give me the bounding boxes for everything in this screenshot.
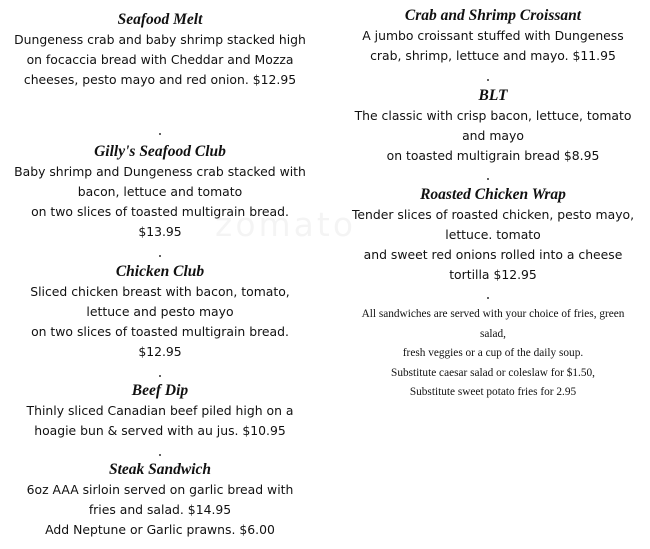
menu-item-desc-line: Add Neptune or Garlic prawns. $6.00 bbox=[45, 522, 275, 537]
separator-dot bbox=[487, 297, 489, 299]
menu-item-title: Beef Dip bbox=[131, 382, 189, 399]
menu-item-desc-line: and sweet red onions rolled into a cheese bbox=[363, 247, 623, 262]
menu-item-title: BLT bbox=[478, 87, 508, 104]
menu-item-desc-line: on focaccia bread with Cheddar and Mozza bbox=[26, 52, 294, 67]
menu-item-gillys-seafood-club bbox=[0, 142, 320, 242]
separator-dot bbox=[159, 255, 161, 257]
separator-dot bbox=[159, 133, 161, 135]
menu-item-desc-line: cheeses, pesto mayo and red onion. $12.95 bbox=[23, 72, 297, 87]
note-line: fresh veggies or a cup of the daily soup. bbox=[402, 347, 584, 359]
menu-item-desc-line: and mayo bbox=[462, 128, 524, 143]
menu-item-title: Roasted Chicken Wrap bbox=[420, 186, 566, 203]
menu-item-desc-line: fries and salad. $14.95 bbox=[88, 502, 232, 517]
menu-item-desc-line: $12.95 bbox=[138, 344, 182, 359]
menu-item-desc-line: lettuce. tomato bbox=[445, 227, 541, 242]
menu-item-desc-line: crab, shrimp, lettuce and mayo. $11.95 bbox=[370, 48, 616, 63]
menu-item-desc-line: Thinly sliced Canadian beef piled high on a bbox=[26, 403, 294, 418]
sandwich-sides-note bbox=[338, 305, 648, 403]
separator-dot bbox=[159, 454, 161, 456]
menu-item-desc-line: lettuce and pesto mayo bbox=[86, 304, 234, 319]
menu-item-title: Chicken Club bbox=[115, 263, 205, 280]
note-line: Substitute sweet potato fries for 2.95 bbox=[409, 386, 577, 398]
menu-item-desc-line: on two slices of toasted multigrain bread. bbox=[31, 204, 289, 219]
menu-item-title: Crab and Shrimp Croissant bbox=[404, 7, 582, 24]
separator-dot bbox=[487, 79, 489, 81]
menu-item-title: Gilly's Seafood Club bbox=[94, 143, 226, 160]
menu-item-title: Steak Sandwich bbox=[108, 461, 212, 478]
menu-item-desc-line: tortilla $12.95 bbox=[449, 267, 537, 282]
menu-item-desc-line: on two slices of toasted multigrain bread. bbox=[31, 324, 289, 339]
menu-item-desc-line: Tender slices of roasted chicken, pesto mayo, bbox=[351, 207, 635, 222]
note-line: Substitute caesar salad or coleslaw for $1.50, bbox=[391, 366, 595, 379]
menu-item-desc-line: A jumbo croissant stuffed with Dungeness bbox=[362, 28, 624, 43]
menu-item-desc-line: bacon, lettuce and tomato bbox=[77, 184, 243, 199]
note-line: All sandwiches are served with your choice of fries, green bbox=[361, 308, 625, 320]
separator-dot bbox=[487, 178, 489, 180]
separator-dot bbox=[159, 375, 161, 377]
menu-item-title: Seafood Melt bbox=[117, 11, 203, 28]
menu-item-roasted-chicken-wrap bbox=[338, 185, 648, 285]
menu-item-desc-line: Baby shrimp and Dungeness crab stacked with bbox=[14, 164, 306, 179]
menu-item-desc-line: 6oz AAA sirloin served on garlic bread with bbox=[26, 482, 294, 497]
menu-item-beef-dip bbox=[0, 381, 320, 441]
menu-item-steak-sandwich bbox=[0, 460, 320, 540]
menu-item-seafood-melt bbox=[0, 10, 320, 90]
menu-item-desc-line: on toasted multigrain bread $8.95 bbox=[386, 148, 600, 163]
note-line: salad, bbox=[479, 327, 507, 340]
menu-item-blt bbox=[338, 86, 648, 166]
menu-item-crab-and-shrimp-croissant bbox=[338, 6, 648, 66]
menu-item-desc-line: hoagie bun & served with au jus. $10.95 bbox=[34, 423, 286, 438]
menu-item-desc-line: $13.95 bbox=[138, 224, 182, 239]
menu-item-chicken-club bbox=[0, 262, 320, 362]
menu-item-desc-line: Dungeness crab and baby shrimp stacked high bbox=[14, 32, 306, 47]
menu-item-desc-line: Sliced chicken breast with bacon, tomato, bbox=[30, 284, 290, 299]
menu-item-desc-line: The classic with crisp bacon, lettuce, tomato bbox=[354, 108, 632, 123]
